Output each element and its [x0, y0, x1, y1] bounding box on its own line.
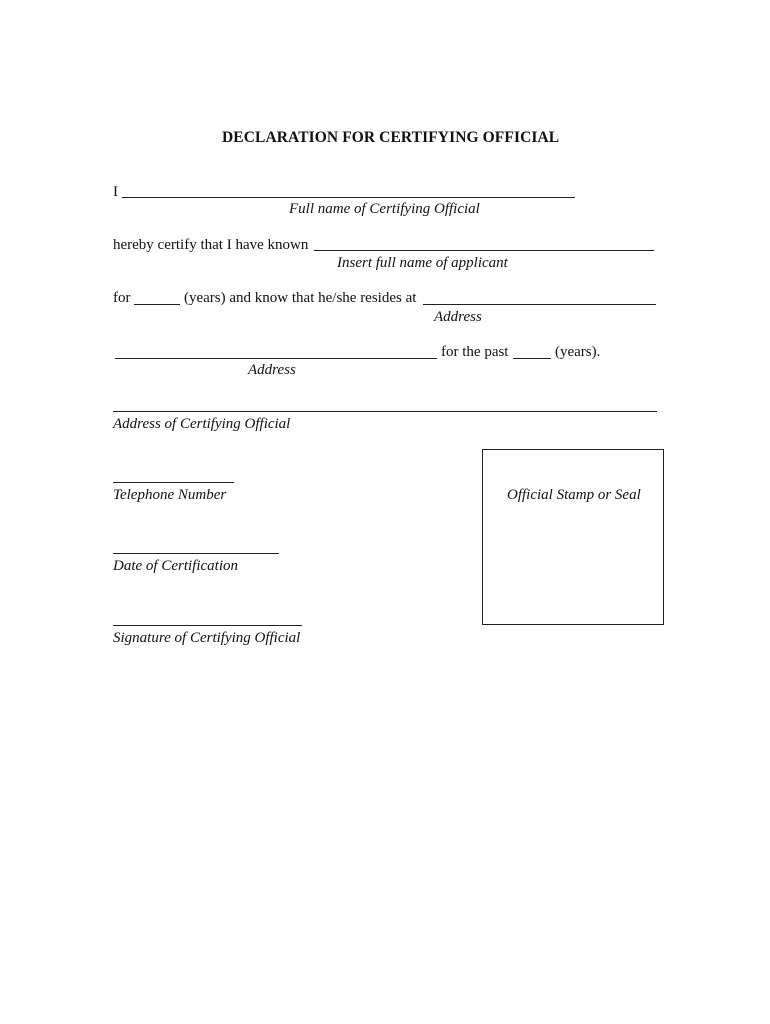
- line3-mid: (years) and know that he/she resides at: [184, 290, 417, 306]
- official-address-caption: Address of Certifying Official: [113, 416, 291, 432]
- line4-suffix: (years).: [555, 344, 601, 360]
- applicant-address-continued-caption: Address: [248, 362, 296, 378]
- applicant-name-caption: Insert full name of applicant: [337, 255, 508, 271]
- years-resided-field[interactable]: [513, 358, 551, 359]
- official-stamp-box[interactable]: [482, 449, 664, 625]
- line3-prefix: for: [113, 290, 131, 306]
- telephone-field[interactable]: [113, 482, 234, 483]
- date-field[interactable]: [113, 553, 279, 554]
- applicant-address-caption: Address: [434, 309, 482, 325]
- line1-prefix: I: [113, 184, 118, 200]
- official-stamp-label: Official Stamp or Seal: [507, 487, 641, 503]
- applicant-address-field[interactable]: [423, 304, 656, 305]
- certifying-official-name-field[interactable]: [122, 197, 575, 198]
- certifying-official-name-caption: Full name of Certifying Official: [289, 201, 480, 217]
- line4-mid: for the past: [441, 344, 509, 360]
- applicant-name-field[interactable]: [314, 250, 654, 251]
- years-known-field[interactable]: [134, 304, 180, 305]
- applicant-address-continued-field[interactable]: [115, 358, 437, 359]
- signature-caption: Signature of Certifying Official: [113, 630, 301, 646]
- signature-field[interactable]: [113, 625, 302, 626]
- date-caption: Date of Certification: [113, 558, 238, 574]
- official-address-field[interactable]: [113, 411, 657, 412]
- page-title: DECLARATION FOR CERTIFYING OFFICIAL: [222, 129, 560, 146]
- line2-prefix: hereby certify that I have known: [113, 237, 309, 253]
- telephone-caption: Telephone Number: [113, 487, 227, 503]
